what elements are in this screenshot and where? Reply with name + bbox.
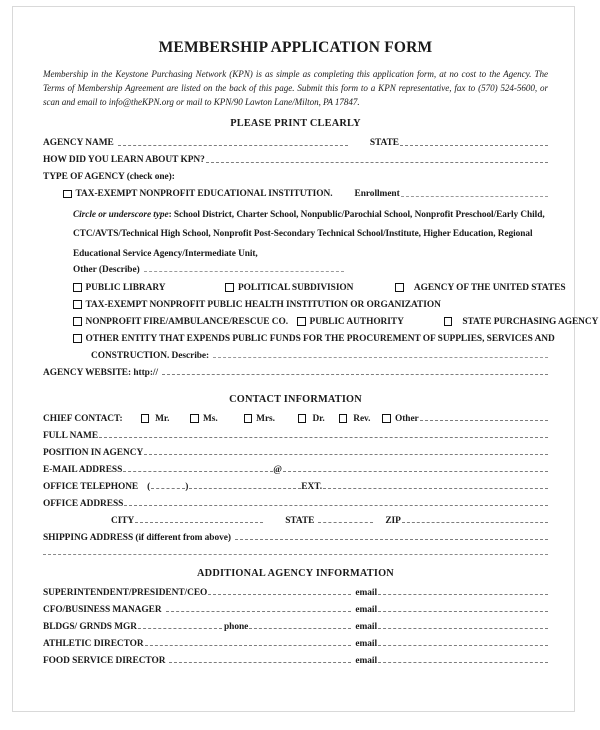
checkbox-other-entity[interactable]	[73, 334, 82, 343]
email-address-label: E-MAIL ADDRESS	[43, 464, 123, 475]
checkbox-item-title-rev[interactable]	[339, 414, 371, 424]
checkbox-label-public-library: PUBLIC LIBRARY	[85, 282, 166, 293]
checkbox-label-other-entity: OTHER ENTITY THAT EXPENDS PUBLIC FUNDS FOR THE PROCUREMENT OF SUPPLIES, SERVICES AND	[85, 333, 555, 344]
checkbox-nonprofit-fire-ambulance-rescue[interactable]	[73, 317, 82, 326]
bldgs-grnds-label: BLDGS/ GRNDS MGR	[43, 621, 138, 632]
title-other-input[interactable]	[420, 420, 548, 421]
food-service-director-email-input[interactable]	[378, 662, 548, 663]
contact-information-heading: CONTACT INFORMATION	[229, 393, 362, 405]
cfo-label: CFO/BUSINESS MANAGER	[43, 604, 162, 615]
checkbox-item-title-mr[interactable]	[141, 414, 170, 424]
additional-row-cfo	[43, 605, 548, 615]
checkbox-item-public-authority[interactable]	[297, 317, 404, 327]
office-address-label: OFFICE ADDRESS	[43, 498, 124, 509]
checkbox-item-title-dr[interactable]	[298, 414, 325, 424]
at-symbol: @	[273, 464, 282, 475]
checkbox-item-other-entity[interactable]	[73, 334, 555, 344]
checkbox-tax-exempt-educational[interactable]	[63, 190, 72, 199]
construction-describe-line	[43, 351, 548, 361]
checkbox-label-title-mr: Mr.	[155, 413, 170, 424]
checkbox-item-title-mrs[interactable]	[244, 414, 275, 424]
bldgs-grnds-email-input[interactable]	[378, 628, 548, 629]
section-divider	[43, 554, 548, 555]
cfo-email-input[interactable]	[378, 611, 548, 612]
email-domain-input[interactable]	[283, 471, 548, 472]
food-service-director-email-label: email	[355, 655, 377, 666]
city-input[interactable]	[135, 522, 263, 523]
office-address-input[interactable]	[124, 505, 548, 506]
checkbox-title-other[interactable]	[382, 414, 391, 423]
circle-type-text-1: : School District, Charter School, Nonpublic/Parochial School, Nonprofit Preschool/Early Child,	[168, 210, 545, 221]
phone-ext-input[interactable]	[323, 488, 548, 489]
full-name-label: FULL NAME	[43, 430, 99, 441]
zip-input[interactable]	[402, 522, 548, 523]
type-of-agency-line	[43, 172, 548, 182]
checkbox-item-political-subdivision[interactable]	[225, 283, 353, 293]
bldgs-grnds-email-label: email	[355, 621, 377, 632]
checkbox-label-title-other: Other	[394, 413, 419, 424]
bldgs-grnds-phone-input[interactable]	[249, 628, 351, 629]
shipping-address-line	[43, 533, 548, 543]
agency-checkbox-row-2	[43, 300, 548, 310]
chief-contact-row	[43, 414, 548, 424]
superintendent-email-label: email	[355, 587, 377, 598]
checkbox-item-agency-united-states[interactable]	[395, 283, 565, 293]
additional-row-food-service-director	[43, 656, 548, 666]
ext-label: EXT.	[301, 481, 323, 492]
checkbox-item-public-library[interactable]	[73, 283, 165, 293]
checkbox-public-authority[interactable]	[297, 317, 306, 326]
intro-paragraph: Membership in the Keystone Purchasing Network (KPN) is as simple as completing this application form, at no cost to the Agency. The Terms of Membership Agreement are listed on the back of this page. Submit this form to a KPN representative, fax to (570) 524-5600, or scan and email to info@theKPN.org or mail to KPN/90 Lawton Lane/Milton, PA 17847.	[43, 69, 548, 107]
zip-label: ZIP	[385, 515, 401, 526]
phone-number-input[interactable]	[189, 488, 301, 489]
agency-name-label: AGENCY NAME	[43, 138, 114, 149]
type-of-agency-label: TYPE OF AGENCY (check one):	[43, 172, 175, 183]
circle-type-line-2: CTC/AVTS/Technical High School, Nonprofit Post-Secondary Technical School/Institute, Higher Education, Regional	[73, 229, 533, 240]
checkbox-title-mrs[interactable]	[244, 414, 253, 423]
additional-row-athletic-director	[43, 639, 548, 649]
athletic-director-email-label: email	[355, 638, 377, 649]
contact-state-input[interactable]	[318, 522, 373, 523]
page-title: MEMBERSHIP APPLICATION FORM	[158, 39, 433, 56]
checkbox-item-title-other[interactable]	[382, 414, 418, 424]
athletic-director-label: ATHLETIC DIRECTOR	[43, 638, 144, 649]
superintendent-label: SUPERINTENDENT/PRESIDENT/CEO	[43, 587, 208, 598]
other-describe-input[interactable]	[144, 271, 344, 272]
agency-name-line	[43, 138, 548, 148]
position-in-agency-line	[43, 448, 548, 458]
contact-state-label: STATE	[285, 515, 315, 526]
cfo-email-label: email	[355, 604, 377, 615]
checkbox-label-tax-exempt-public-health: TAX-EXEMPT NONPROFIT PUBLIC HEALTH INSTITUTION OR ORGANIZATION	[85, 299, 441, 310]
checkbox-title-ms[interactable]	[190, 414, 199, 423]
checkbox-political-subdivision[interactable]	[225, 283, 234, 292]
construction-describe-input[interactable]	[213, 357, 548, 358]
agency-checkbox-row-4	[43, 333, 555, 344]
checkbox-title-mr[interactable]	[141, 414, 150, 423]
circle-type-line-3: Educational Service Agency/Intermediate Unit,	[73, 248, 258, 259]
enrollment-label: Enrollment	[354, 189, 400, 200]
checkbox-label-title-dr: Dr.	[312, 413, 325, 424]
checkbox-item-state-purchasing[interactable]	[444, 317, 599, 327]
food-service-director-name-input[interactable]	[169, 662, 351, 663]
phone-area-code-input[interactable]	[151, 488, 185, 489]
additional-agency-information-heading: ADDITIONAL AGENCY INFORMATION	[197, 567, 394, 579]
position-in-agency-label: POSITION IN AGENCY	[43, 447, 144, 458]
agency-website-line	[43, 368, 548, 378]
other-describe-line	[43, 265, 548, 275]
checkbox-state-purchasing-agency[interactable]	[444, 317, 453, 326]
tax-exempt-educational-label: TAX-EXEMPT NONPROFIT EDUCATIONAL INSTITUTION.	[75, 189, 333, 200]
construction-describe-label: CONSTRUCTION. Describe:	[91, 350, 210, 361]
athletic-director-name-input[interactable]	[145, 645, 352, 646]
please-print-clearly-heading: PLEASE PRINT CLEARLY	[230, 118, 361, 130]
email-user-input[interactable]	[123, 471, 273, 472]
email-address-line	[43, 465, 548, 475]
agency-checkbox-row-3	[43, 316, 599, 327]
checkbox-item-title-ms[interactable]	[190, 414, 217, 424]
checkbox-label-nonprofit-fire: NONPROFIT FIRE/AMBULANCE/RESCUE CO.	[85, 316, 289, 327]
bldgs-grnds-phone-label: phone	[224, 621, 249, 632]
checkbox-label-political-subdivision: POLITICAL SUBDIVISION	[237, 282, 354, 293]
position-in-agency-input[interactable]	[144, 454, 548, 455]
checkbox-label-title-ms: Ms.	[202, 413, 218, 424]
checkbox-label-agency-united-states: AGENCY OF THE UNITED STATES	[413, 282, 566, 293]
superintendent-email-input[interactable]	[378, 594, 548, 595]
how-learn-line	[43, 155, 548, 165]
office-address-line	[43, 499, 548, 509]
office-telephone-line	[43, 482, 548, 492]
athletic-director-email-input[interactable]	[378, 645, 548, 646]
form-page	[12, 6, 599, 712]
shipping-address-input[interactable]	[235, 539, 548, 540]
enrollment-input[interactable]	[401, 196, 548, 197]
state-input[interactable]	[400, 145, 548, 146]
checkbox-agency-united-states[interactable]	[395, 283, 404, 292]
checkbox-label-state-purchasing: STATE PURCHASING AGENCY	[462, 316, 599, 327]
food-service-director-label: FOOD SERVICE DIRECTOR	[43, 655, 166, 666]
bldgs-grnds-name-input[interactable]	[138, 628, 222, 629]
checkbox-label-title-rev: Rev.	[353, 413, 371, 424]
checkbox-title-dr[interactable]	[298, 414, 307, 423]
additional-row-superintendent	[43, 588, 548, 598]
agency-website-label: AGENCY WEBSITE: http://	[43, 367, 159, 378]
how-learn-input[interactable]	[206, 162, 548, 163]
checkbox-label-public-authority: PUBLIC AUTHORITY	[309, 316, 404, 327]
checkbox-title-rev[interactable]	[339, 414, 348, 423]
agency-website-input[interactable]	[162, 374, 548, 375]
superintendent-name-input[interactable]	[208, 594, 351, 595]
form-content	[43, 39, 599, 673]
city-label: CITY	[111, 515, 135, 526]
circle-type-line-1	[73, 206, 548, 225]
checkbox-item-tax-exempt-health[interactable]	[73, 300, 441, 310]
state-label: STATE	[369, 138, 399, 149]
shipping-address-label: SHIPPING ADDRESS (if different from above)	[43, 532, 231, 543]
checkbox-tax-exempt-public-health[interactable]	[73, 300, 82, 309]
tax-exempt-education-row	[43, 189, 548, 199]
other-describe-label: Other (Describe)	[73, 264, 140, 275]
paren-close: )	[185, 481, 189, 492]
how-learn-label: HOW DID YOU LEARN ABOUT KPN?	[43, 155, 205, 166]
circle-or-underscore-label: Circle or underscore type	[73, 210, 169, 221]
full-name-input[interactable]	[99, 437, 548, 438]
office-telephone-label: OFFICE TELEPHONE	[43, 481, 139, 492]
cfo-name-input[interactable]	[166, 611, 352, 612]
checkbox-item-nonprofit-fire[interactable]	[73, 317, 288, 327]
full-name-line	[43, 431, 548, 441]
city-state-zip-line	[43, 516, 548, 526]
agency-type-description	[43, 206, 548, 263]
paren-open: (	[147, 481, 151, 492]
chief-contact-label: CHIEF CONTACT:	[43, 413, 123, 424]
additional-row-bldgs-grnds	[43, 622, 548, 632]
agency-checkbox-row-1	[43, 282, 566, 293]
agency-name-input[interactable]	[118, 145, 348, 146]
checkbox-label-title-mrs: Mrs.	[256, 413, 275, 424]
checkbox-public-library[interactable]	[73, 283, 82, 292]
